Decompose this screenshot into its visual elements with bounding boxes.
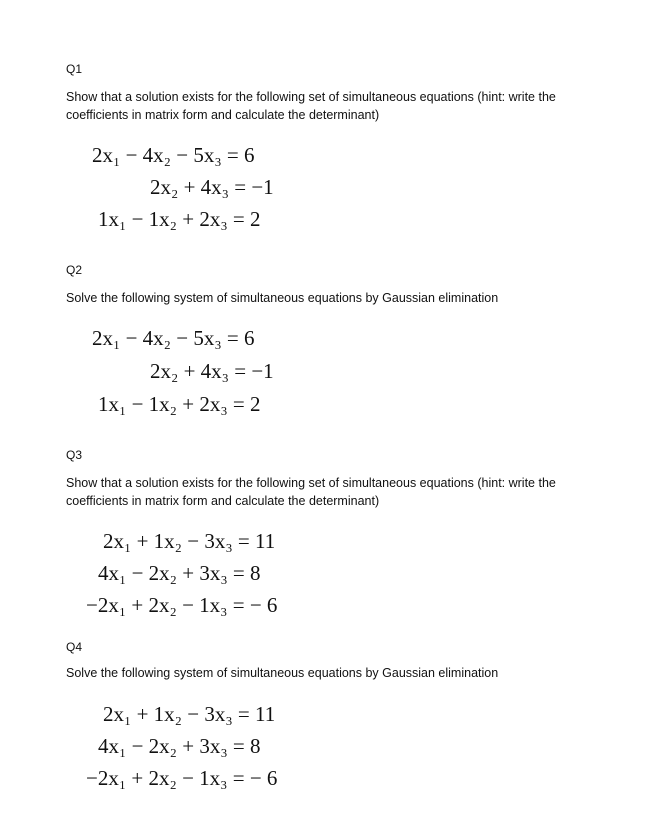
question-2-text: Solve the following system of simultaneous equations by Gaussian elimination <box>66 291 499 305</box>
q4-equation-3: −2x₁ + 2x₂ − 1x₃ = − 6 <box>86 766 278 790</box>
question-3-text: Show that a solution exists for the following set of simultaneous equations (hint: write the coefficients in matrix form and calculate the determinant) <box>66 476 556 508</box>
question-2-label: Q2 <box>66 263 83 277</box>
q4-equation-2: 4x₁ − 2x₂ + 3x₃ = 8 <box>98 734 261 758</box>
q1-equation-3: 1x₁ − 1x₂ + 2x₃ = 2 <box>98 207 261 231</box>
q4-equation-1: 2x₁ + 1x₂ − 3x₃ = 11 <box>103 702 276 726</box>
q3-equation-2: 4x₁ − 2x₂ + 3x₃ = 8 <box>98 561 261 585</box>
q3-equation-3: −2x₁ + 2x₂ − 1x₃ = − 6 <box>86 593 278 617</box>
question-1-label: Q1 <box>66 62 83 76</box>
q2-equation-2: 2x₂ + 4x₃ = −1 <box>150 359 274 383</box>
question-4-label: Q4 <box>66 640 83 654</box>
question-1-text: Show that a solution exists for the following set of simultaneous equations (hint: write the coefficients in matrix form and calculate the determinant) <box>66 90 556 122</box>
q1-equation-1: 2x₁ − 4x₂ − 5x₃ = 6 <box>92 143 255 167</box>
q2-equation-3: 1x₁ − 1x₂ + 2x₃ = 2 <box>98 392 261 416</box>
q3-equation-1: 2x₁ + 1x₂ − 3x₃ = 11 <box>103 529 276 553</box>
q1-equation-2: 2x₂ + 4x₃ = −1 <box>150 175 274 199</box>
q2-equation-1: 2x₁ − 4x₂ − 5x₃ = 6 <box>92 326 255 350</box>
question-4-text: Solve the following system of simultaneous equations by Gaussian elimination <box>66 666 499 680</box>
question-3-label: Q3 <box>66 448 83 462</box>
